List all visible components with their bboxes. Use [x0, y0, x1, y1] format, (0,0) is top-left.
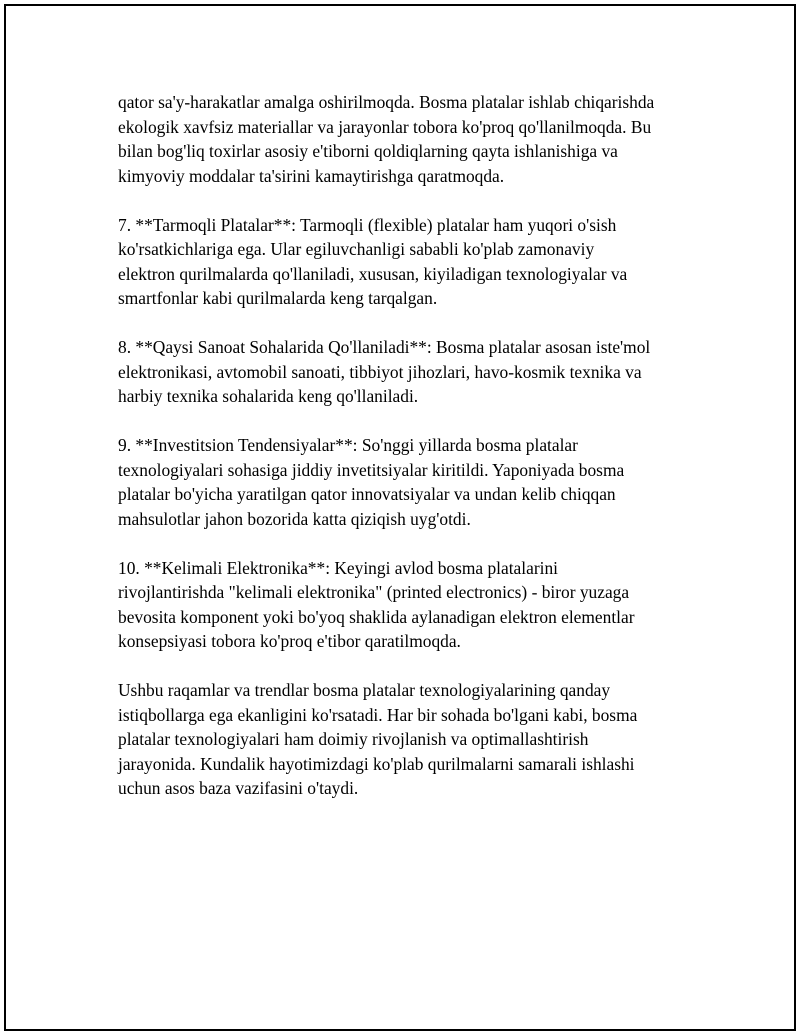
document-body — [118, 90, 698, 825]
paragraph-item-7: 7. **Tarmoqli Platalar**: Tarmoqli (flexible) platalar ham yuqori o'sish ko'rsatkichlariga ega. Ular egiluvchanligi sababli ko'plab zamonaviy elektron qurilmalarda qo'llaniladi, xususan, kiyiladigan texnologiyalar va smartfonlar kabi qurilmalarda keng tarqalgan. — [118, 214, 628, 308]
paragraph-intro-continuation: qator sa'y-harakatlar amalga oshirilmoqda. Bosma platalar ishlab chiqarishda ekologik xavfsiz materiallar va jarayonlar tobora ko'proq qo'llanilmoqda. Bu bilan bog'liq toxirlar asosiy e'tiborni qoldiqlarning qayta ishlanishiga va kimyoviy moddalar ta'sirini kamaytirishga qaratmoqda. — [118, 92, 655, 186]
page-frame — [4, 4, 796, 1031]
paragraph-item-9: 9. **Investitsion Tendensiyalar**: So'nggi yillarda bosma platalar texnologiyalari sohasiga jiddiy invetitsiyalar kiritildi. Yaponiyada bosma platalar bo'yicha yaratilgan qator innovatsiyalar va undan kelib chiqqan mahsulotlar jahon bozorida katta qiziqish uyg'otdi. — [118, 435, 625, 529]
paragraph-item-10: 10. **Kelimali Elektronika**: Keyingi avlod bosma platalarini rivojlantirishda "kelimali elektronika" (printed electronics) - biror yuzaga bevosita komponent yoki bo'yoq shaklida aylanadigan elektron elementlar konsepsiyasi tobora ko'proq e'tibor qaratilmoqda. — [118, 557, 635, 651]
paragraph-conclusion: Ushbu raqamlar va trendlar bosma platalar texnologiyalarining qanday istiqbollarga ega ekanligini ko'rsatadi. Har bir sohada bo'lgani kabi, bosma platalar texnologiyalari ham doimiy rivojlanish va optimallashtirish jarayonida. Kundalik hayotimizdagi ko'plab qurilmalarni samarali ishlashi uchun asos baza vazifasini o'taydi. — [118, 680, 638, 798]
paragraph-item-8: 8. **Qaysi Sanoat Sohalarida Qo'llaniladi**: Bosma platalar asosan iste'mol elektronikasi, avtomobil sanoati, tibbiyot jihozlari, havo-kosmik texnika va harbiy texnika sohalarida keng qo'llaniladi. — [118, 337, 651, 406]
